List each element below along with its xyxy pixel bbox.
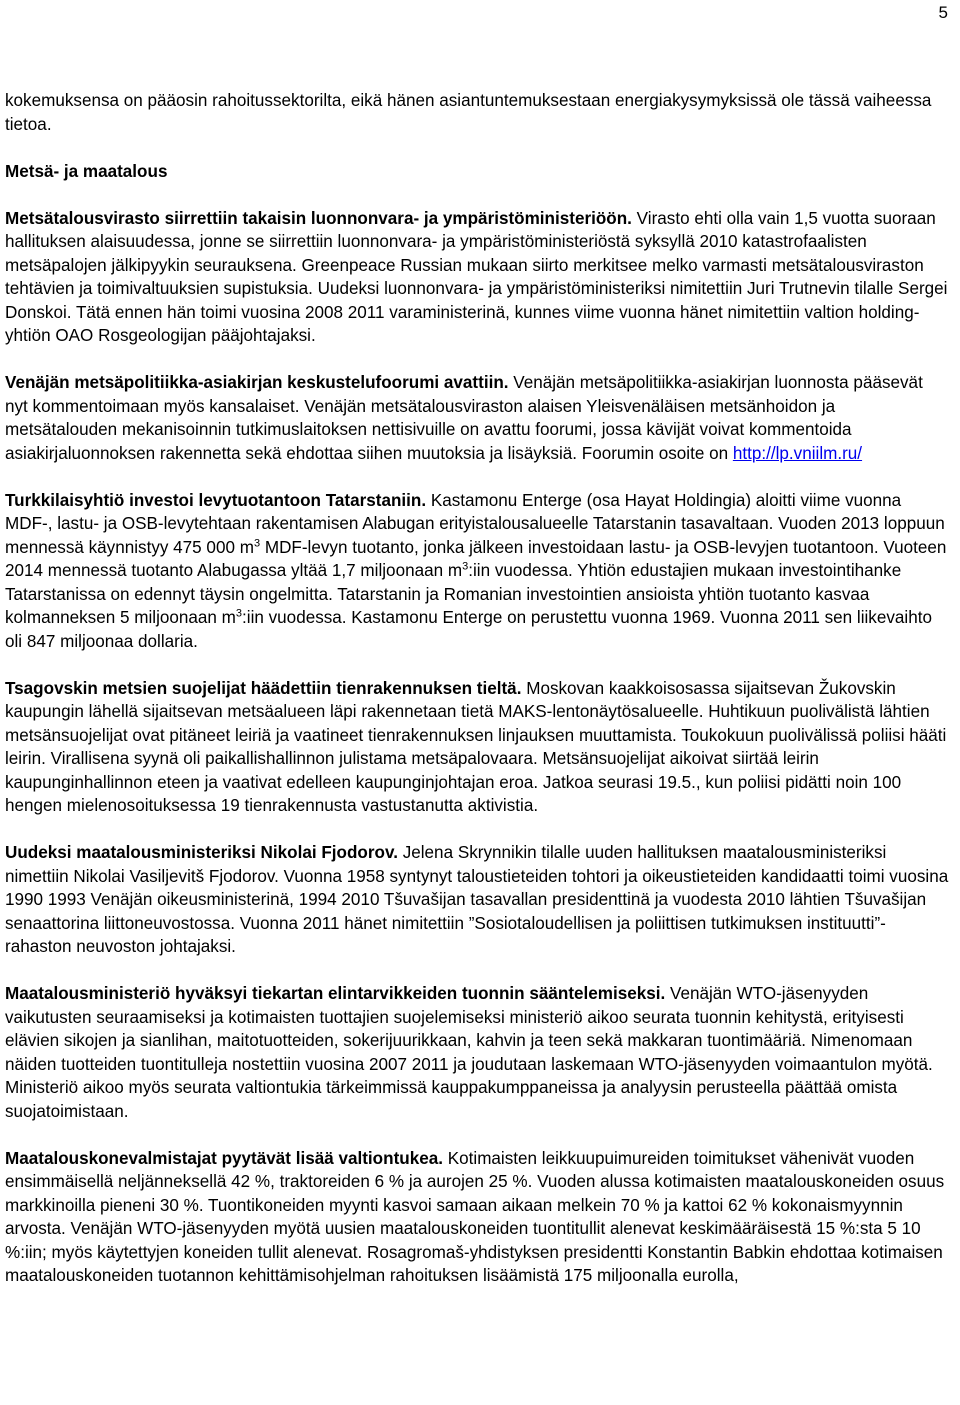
article-forest-policy-forum <box>5 371 950 465</box>
article-heading: Venäjän metsäpolitiikka-asiakirjan keskustelufoorumi avattiin. <box>5 373 509 392</box>
article-body: Moskovan kaakkoisosassa sijaitsevan Žukovskin kaupungin lähellä sijaitsevan metsäalueen läpi rakennetaan tietä MAKS-lentonäytösalueelle. Huhtikuun puolivälistä lähtien metsänsuojelijat ovat pitäneet leiriä ja vaatineet tienrakennuksen linjauksen muuttamista. Toukokuun puolivälissä poliisi hääti leirin. Virallisena syynä oli paikallishallinnon julistama metsäpalovaara. Metsänsuojelijat aikoivat siirtää leirin kaupunginhallinnon eteen ja vaativat edelleen kaupunginjohtajan eroa. Jatkoa seurasi 19.5., kun poliisi pidätti noin 100 hengen mielenosoituksessa 19 tienrakennusta vastustanutta aktivistia. <box>5 678 947 815</box>
section-heading-text: Metsä- ja maatalous <box>5 161 168 181</box>
intro-paragraph <box>5 89 950 136</box>
article-heading: Maatalousministeriö hyväksyi tiekartan elintarvikkeiden tuonnin sääntelemiseksi. <box>5 984 666 1003</box>
article-heading: Turkkilaisyhtiö investoi levytuotantoon Tatarstaniin. <box>5 490 427 510</box>
intro-text: kokemuksensa on pääosin rahoitussektorilta, eikä hänen asiantuntemuksestaan energiakysymyksissä ole tässä vaiheessa tietoa. <box>5 91 932 134</box>
article-body: Jelena Skrynnikin tilalle uuden hallituksen maatalousministeriksi nimettiin Nikolai Vasiljevitš Fjodorov. Vuonna 1958 syntynyt taloustieteiden tohtori ja oikeustieteiden kandidaatti toimi vuosina 1990 1993 Venäjän oikeusministerinä, 1994 2010 Tšuvašijan tasavallan presidenttinä ja vuodesta 2010 lähtien Tšuvašijan senaattorina liittoneuvostossa. Vuonna 2011 hänet nimitettiin ”Sosiotaloudellisen ja poliittisen tutkimuksen instituutti”-rahaston neuvoston johtajaksi. <box>5 843 949 956</box>
superscript: 3 <box>235 607 243 620</box>
document-body <box>5 89 950 1311</box>
article-body: Kastamonu Enterge (osa Hayat Holdingia) aloitti viime vuonna MDF-, lastu- ja OSB-levytehtaan rakentamisen Alabugan erityistalousalueelle Tatarstanin tasavaltaan. Vuoden 2013 loppuun mennessä käynnistyy 475 000 m <box>5 490 945 557</box>
article-machinery-support <box>5 1147 950 1288</box>
article-body: Kotimaisten leikkuupuimureiden toimitukset vähenivät vuoden ensimmäisellä neljänneksellä 42 %, traktoreiden 6 % ja aurojen 25 %. Vuoden alussa kotimaisten maatalouskoneiden osuus markkinoilla pieneni 30 %. Tuontikoneiden myynti kasvoi samaan aikaan melkein 70 % ja kattoi 62 % kokonaismyynnin arvosta. Venäjän WTO-jäsenyyden myötä uusien maatalouskoneiden tuontitullit alenevat keskimääräisestä 15 %:sta 5 10 %:iin; myös käytettyjen koneiden tullit alenevat. Rosagromaš-yhdistyksen presidentti Konstantin Babkin ehdottaa kotimaisen maatalouskoneiden tuotannon kehittämisohjelman rahoituksen lisäämistä 175 miljoonalla eurolla, <box>5 1148 945 1285</box>
article-agriculture-minister <box>5 841 950 959</box>
article-body: :iin vuodessa. Yhtiön edustajien mukaan investointihanke Tatarstanissa on edennyt täysin ongelmitta. Tatarstanin ja Romanian investointien ansioista yhtiön tuotanto kasvaa kolmanneksen 5 miljoonaan m <box>5 561 902 627</box>
section-heading <box>5 160 950 184</box>
article-body: Virasto ehti olla vain 1,5 vuotta suoraan hallituksen alaisuudessa, jonne se siirrettiin luonnonvara- ja ympäristöministeriöstä syksyllä 2010 katastrofaalisten metsäpalojen jälkipyykin seurauksena. Greenpeace Russian mukaan siirto merkitsee melko varmasti metsätalousviraston tehtävien ja toimivaltuuksien supistuksia. Uudeksi luonnonvara- ja ympäristöministeriksi nimitettiin Juri Trutnevin tilalle Sergei Donskoi. Tätä ennen hän toimi vuosina 2008 2011 varaministerinä, kunnes viime vuonna hänet nimitettiin valtion holding-yhtiön OAO Rosgeologijan pääjohtajaksi. <box>5 208 948 345</box>
article-turkish-company <box>5 489 950 654</box>
article-import-roadmap <box>5 982 950 1123</box>
article-body: Venäjän WTO-jäsenyyden vaikutusten seuraamiseksi ja kotimaisten tuottajien suojelemiseksi ministeriö aikoo seurata tuonnin kehitystä, erityisesti elävien sikojen ja sianlihan, maitotuotteiden, sokerijuurikkaan, kahvin ja teen sekä makkaran tuontimääriä. Nimenomaan näiden tuotteiden tuontitulleja nostettiin vuosina 2007 2011 ja joudutaan laskemaan WTO-jäsenyyden voimaantulon myötä. Ministeriö aikoo myös seurata valtiontukia tärkeimmissä kauppakumppaneissa ja analyysin perusteella päättää omista suojatoimistaan. <box>5 984 933 1121</box>
page-number: 5 <box>938 3 948 22</box>
forum-link[interactable]: http://lp.vniilm.ru/ <box>732 443 863 463</box>
article-heading: Maatalouskonevalmistajat pyytävät lisää valtiontukea. <box>5 1148 443 1168</box>
article-body: Venäjän metsäpolitiikka-asiakirjan luonnosta pääsevät nyt kommentoimaan myös kansalaiset. Venäjän metsätalousviraston alaisen Yleisvenäläisen metsänhoidon ja metsätalouden mekanisoinnin tutkimuslaitoksen nettisivuille on avattu foorumi, jossa kävijät voivat kommentoida asiakirjaluonnoksen rakennetta sekä ehdottaa siihen muutoksia ja lisäyksiä. Foorumin osoite on <box>5 373 923 463</box>
article-body: MDF-levyn tuotanto, jonka jälkeen investoidaan lastu- ja OSB-levyjen tuotantoon. Vuoteen 2014 mennessä tuotanto Alabugassa yltää 1,7 miljoonaan m <box>5 537 947 580</box>
article-body: :iin vuodessa. Kastamonu Enterge on perustettu vuonna 1969. Vuonna 2011 sen liikevaihto oli 847 miljoonaa dollaria. <box>5 608 932 651</box>
superscript: 3 <box>462 560 469 573</box>
article-tsagov-forest <box>5 677 950 818</box>
article-heading: Tsagovskin metsien suojelijat häädettiin tienrakennuksen tieltä. <box>5 678 522 698</box>
article-forestry-agency <box>5 207 950 348</box>
article-heading: Uudeksi maatalousministeriksi Nikolai Fjodorov. <box>5 843 398 862</box>
article-heading: Metsätalousvirasto siirrettiin takaisin luonnonvara- ja ympäristöministeriöön. <box>5 208 632 228</box>
superscript: 3 <box>253 536 261 549</box>
